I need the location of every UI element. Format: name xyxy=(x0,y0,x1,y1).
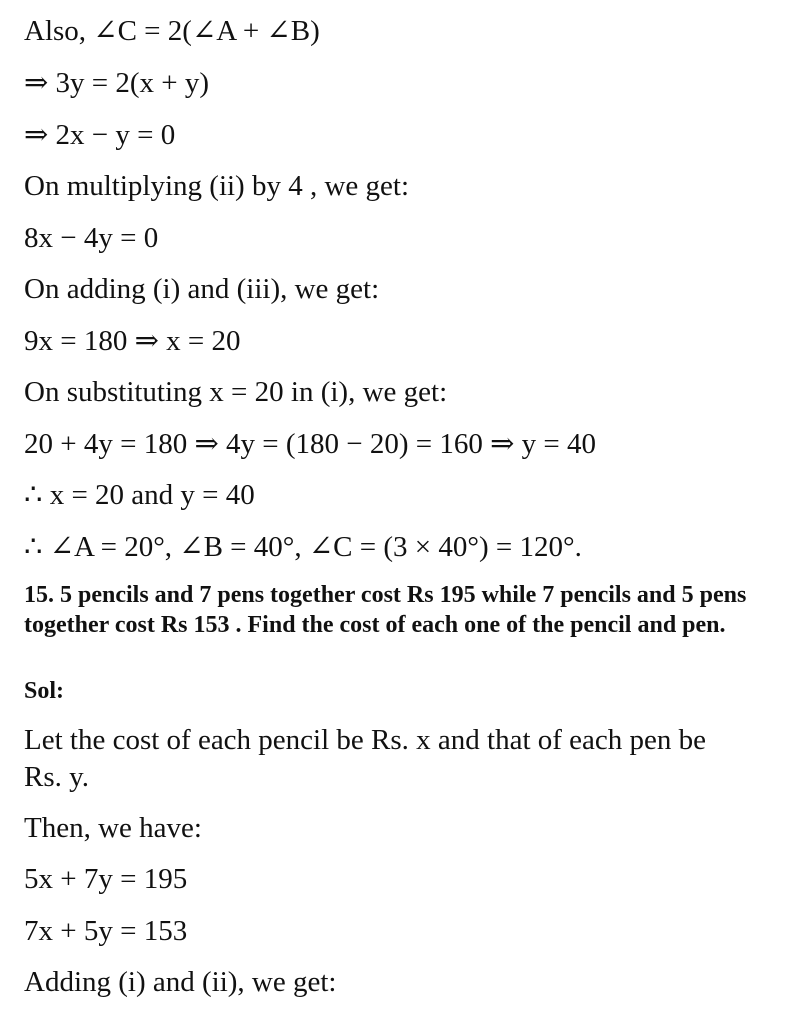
equation-line-2: ⇒ 3y = 2(x + y) xyxy=(24,67,210,99)
solution-eq-1: 5x + 7y = 195 xyxy=(24,863,188,895)
text-line-adding: On adding (i) and (iii), we get: xyxy=(24,273,380,305)
equation-line-7: ∴ x = 20 and y = 40 xyxy=(24,479,255,511)
solution-intro: Let the cost of each pencil be Rs. x and that of each pen be Rs. y. xyxy=(24,724,707,793)
text-line-substituting: On substituting x = 20 in (i), we get: xyxy=(24,376,448,408)
solution-eq-2: 7x + 5y = 153 xyxy=(24,915,188,947)
equation-line-8: ∴ ∠A = 20°, ∠B = 40°, ∠C = (3 × 40°) = 120°. xyxy=(24,531,582,563)
solution-adding: Adding (i) and (ii), we get: xyxy=(24,966,337,998)
equation-line-1: Also, ∠C = 2(∠A + ∠B) xyxy=(24,15,320,47)
equation-line-3: ⇒ 2x − y = 0 xyxy=(24,119,176,151)
equation-line-5: 9x = 180 ⇒ x = 20 xyxy=(24,325,241,357)
sol-label: Sol: xyxy=(24,678,65,704)
text-line-multiplying: On multiplying (ii) by 4 , we get: xyxy=(24,170,410,202)
equation-line-6: 20 + 4y = 180 ⇒ 4y = (180 − 20) = 160 ⇒ y = 40 xyxy=(24,428,597,460)
solution-then: Then, we have: xyxy=(24,812,202,844)
equation-line-4: 8x − 4y = 0 xyxy=(24,222,159,254)
question-15: 15. 5 pencils and 7 pens together cost Rs 195 while 7 pencils and 5 pens together cost Rs 153 . Find the cost of each one of the pencil and pen. xyxy=(24,582,747,638)
